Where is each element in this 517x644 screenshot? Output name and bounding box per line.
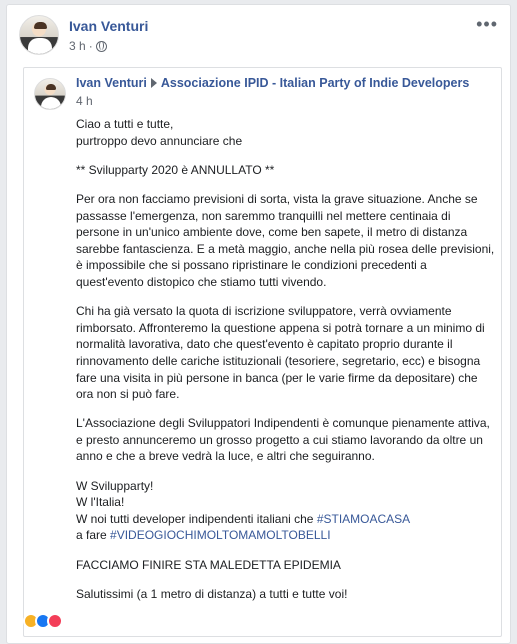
cheer-line-3: W noi tutti developer indipendenti italiani che [76,511,317,526]
paragraph-2: Chi ha già versato la quota di iscrizione sviluppatore, verrà ovviamente rimborsato. Affronteremo la questione appena si potrà tornare a un minimo di normalità lavorativa, dato che quest'evento è capitato proprio durante il rinnovamento delle cariche istituzionali (tesoriere, segretario, ecc) e bisogna fare una visita in più persone in banca (per le varie firme da depositare) che ora non si può fare. [76,304,485,402]
avatar-hair [46,84,56,90]
hashtag-videogiochi[interactable]: #VIDEOGIOCHIMOLTOMAMOLTOBELLI [110,528,331,543]
arrow-right-icon [151,78,157,88]
hashtag-stiamoacasa[interactable]: #STIAMOACASA [316,511,411,526]
group-name[interactable]: Associazione IPID - Italian Party of Indie Developers [160,76,470,90]
shout-line: FACCIAMO FINIRE STA MALEDETTA EPIDEMIA [76,557,341,572]
signoff-line: Salutissimi (a 1 metro di distanza) a tutti e tutte voi! [76,586,348,601]
greeting [76,116,496,149]
shared-post-timestamp[interactable]: 4 h [76,94,93,108]
cheer-line-1: W Svilupparty! [76,478,154,493]
meta-separator: · [88,39,93,53]
post-card [6,4,511,644]
post-timestamp[interactable]: 3 h [69,39,86,53]
shared-author-name[interactable]: Ivan Venturi [76,76,147,90]
author-avatar[interactable] [19,15,59,55]
shared-post [23,67,502,637]
cheers [76,478,496,544]
greeting-line-2: purtroppo devo annunciare che [76,133,243,148]
avatar-hair [34,22,47,29]
cheer-line-4: a fare [76,528,111,543]
shared-post-title [76,76,469,90]
reactions-bar[interactable] [23,613,63,629]
greeting-line-1: Ciao a tutti e tutte, [76,117,174,131]
post-meta [69,39,107,53]
post-author-name[interactable]: Ivan Venturi [69,18,149,34]
avatar-shirt [28,38,52,55]
globe-icon[interactable] [96,41,107,52]
shared-author-avatar[interactable] [34,78,66,110]
love-reaction-icon [47,613,63,629]
post-body [76,116,496,615]
paragraph-1: Per ora non facciamo previsioni di sorta, vista la grave situazione. Anche se passasse l'emergenza, non saremmo tranquilli nel mettere centinaia di persone in un'unico ambiente dove, come ben sapete, il metro di distanza sarebbe fantascienza. E a metà maggio, anche nella più rosea delle previsioni, è impossibile che si possano ripristinare le condizioni precedenti a quest'evento distopico che stiamo tutti vivendo. [76,191,495,289]
announcement: ** Svilupparty 2020 è ANNULLATO ** [76,162,275,177]
avatar-shirt [41,97,61,110]
post-header [19,15,498,59]
paragraph-3: L'Associazione degli Sviluppatori Indipendenti è comunque pienamente attiva, e presto annunceremo un grosso progetto a cui stiamo lavorando da oltre un anno e che a breve vedrà la luce, e altri che seguiranno. [76,416,490,464]
more-options-icon[interactable]: ••• [476,14,498,34]
cheer-line-2: W l'Italia! [76,495,125,510]
